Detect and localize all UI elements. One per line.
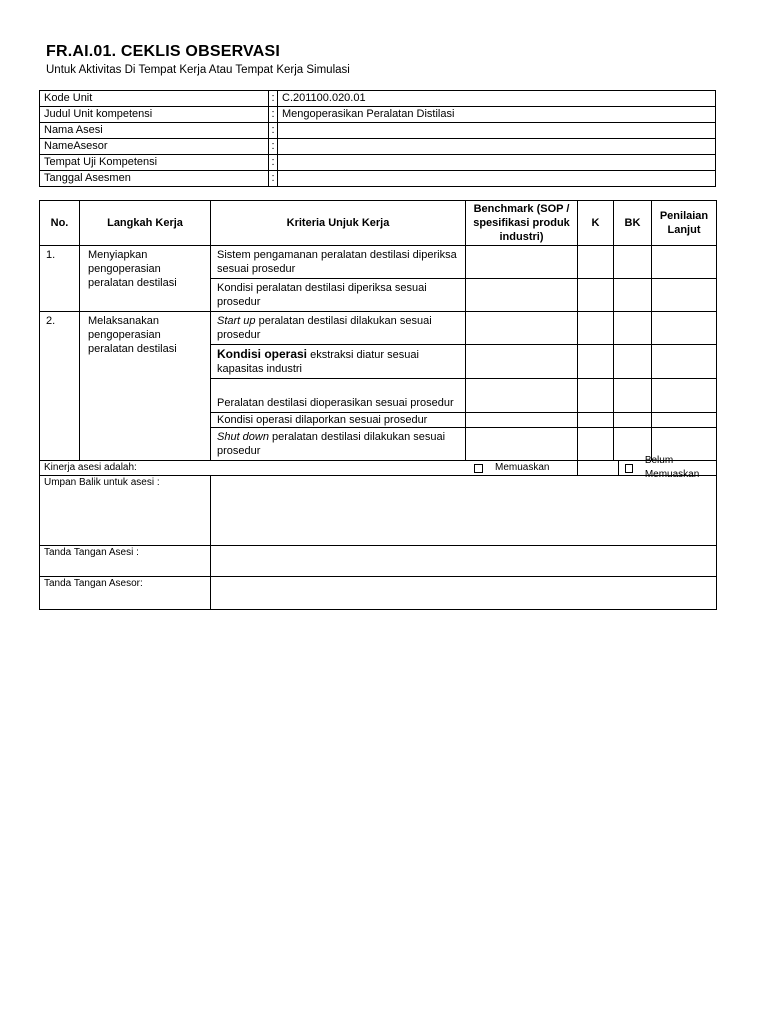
- kuk-item: [211, 312, 466, 345]
- ttd-asesi-label: Tanda Tangan Asesi :: [40, 546, 211, 577]
- benchmark-cell[interactable]: [466, 246, 578, 279]
- colon: :: [269, 171, 278, 187]
- identity-table: [39, 90, 716, 187]
- document-title: FR.AI.01. CEKLIS OBSERVASI: [46, 43, 280, 60]
- table-row: [40, 312, 717, 345]
- ttd-asesi-row: [40, 546, 717, 577]
- bk-cell[interactable]: [614, 413, 652, 428]
- observation-checklist-table: [39, 200, 717, 610]
- penilaian-cell[interactable]: [652, 312, 717, 345]
- identity-row: [40, 123, 716, 139]
- identity-row: [40, 91, 716, 107]
- benchmark-cell[interactable]: [466, 279, 578, 312]
- k-cell[interactable]: [578, 246, 614, 279]
- kinerja-row: [40, 461, 717, 476]
- colon: :: [269, 139, 278, 155]
- bk-cell[interactable]: [614, 345, 652, 379]
- document-subtitle: Untuk Aktivitas Di Tempat Kerja Atau Tempat Kerja Simulasi: [46, 64, 350, 76]
- benchmark-cell[interactable]: [466, 312, 578, 345]
- benchmark-cell[interactable]: [466, 413, 578, 428]
- identity-row: [40, 139, 716, 155]
- umpan-balik-field[interactable]: [211, 476, 717, 546]
- kuk-lead: Shut down: [217, 431, 269, 443]
- identity-row: [40, 171, 716, 187]
- step-number: 1.: [40, 246, 80, 312]
- kinerja-options: [495, 455, 717, 480]
- kode-unit-label: Kode Unit: [40, 91, 269, 107]
- ttd-asesor-field[interactable]: [211, 577, 717, 610]
- ttd-asesor-row: [40, 577, 717, 610]
- k-cell[interactable]: [578, 312, 614, 345]
- colon: :: [269, 91, 278, 107]
- bk-cell[interactable]: [614, 312, 652, 345]
- header-k: K: [578, 201, 614, 246]
- colon: :: [269, 155, 278, 171]
- tempat-uji-field[interactable]: [278, 155, 716, 171]
- k-cell[interactable]: [578, 279, 614, 312]
- kuk-item: Sistem pengamanan peralatan destilasi diperiksa sesuai prosedur: [211, 246, 466, 279]
- kuk-text: peralatan destilasi dilakukan sesuai prosedur: [217, 315, 432, 341]
- kuk-lead: Start up: [217, 315, 256, 327]
- judul-unit-value: Mengoperasikan Peralatan Distilasi: [278, 107, 716, 123]
- k-cell[interactable]: [578, 345, 614, 379]
- kuk-item: Kondisi operasi dilaporkan sesuai prosedur: [211, 413, 466, 428]
- bk-cell[interactable]: [614, 379, 652, 413]
- nama-asesor-label: NameAsesor: [40, 139, 269, 155]
- header-no: No.: [40, 201, 80, 246]
- penilaian-cell[interactable]: [652, 413, 717, 428]
- k-cell[interactable]: [578, 379, 614, 413]
- benchmark-cell[interactable]: [466, 428, 578, 461]
- nama-asesi-field[interactable]: [278, 123, 716, 139]
- option-memuaskan-label: Memuaskan: [495, 462, 550, 473]
- nama-asesi-label: Nama Asesi: [40, 123, 269, 139]
- checkbox-icon[interactable]: [474, 464, 483, 473]
- checkbox-icon[interactable]: [625, 464, 633, 473]
- kuk-text: ekstraksi diatur sesuai kapasitas industri: [217, 349, 419, 375]
- header-bk: BK: [614, 201, 652, 246]
- benchmark-cell[interactable]: [466, 379, 578, 413]
- penilaian-cell[interactable]: [652, 345, 717, 379]
- step-langkah: Menyiapkan pengoperasian peralatan destilasi: [80, 246, 211, 312]
- kuk-item: Kondisi peralatan destilasi diperiksa sesuai prosedur: [211, 279, 466, 312]
- ttd-asesor-label: Tanda Tangan Asesor:: [40, 577, 211, 610]
- nama-asesor-field[interactable]: [278, 139, 716, 155]
- option-belum-memuaskan-label: Belum Memuaskan: [644, 455, 700, 480]
- table-header-row: [40, 201, 717, 246]
- option-memuaskan[interactable]: [466, 461, 619, 475]
- penilaian-cell[interactable]: [652, 246, 717, 279]
- table-row: [40, 246, 717, 279]
- colon: :: [269, 107, 278, 123]
- bk-cell[interactable]: [614, 246, 652, 279]
- kuk-item: [211, 345, 466, 379]
- umpan-balik-row: [40, 476, 717, 546]
- identity-row: [40, 155, 716, 171]
- umpan-balik-label: Umpan Balik untuk asesi :: [40, 476, 211, 546]
- k-cell[interactable]: [578, 428, 614, 461]
- header-benchmark: Benchmark (SOP / spesifikasi produk industri): [466, 201, 578, 246]
- step-number: 2.: [40, 312, 80, 461]
- penilaian-cell[interactable]: [652, 279, 717, 312]
- colon: :: [269, 123, 278, 139]
- step-langkah: Melaksanakan pengoperasian peralatan destilasi: [80, 312, 211, 461]
- tempat-uji-label: Tempat Uji Kompetensi: [40, 155, 269, 171]
- header-penilaian-lanjut: Penilaian Lanjut: [652, 201, 717, 246]
- header-langkah-kerja: Langkah Kerja: [80, 201, 211, 246]
- kuk-lead: Kondisi operasi: [217, 347, 308, 361]
- identity-row: [40, 107, 716, 123]
- benchmark-cell[interactable]: [466, 345, 578, 379]
- kinerja-label: Kinerja asesi adalah:: [40, 461, 578, 476]
- kuk-item: [211, 428, 466, 461]
- kuk-text: peralatan destilasi dilakukan sesuai prosedur: [217, 431, 446, 457]
- kuk-item: Peralatan destilasi dioperasikan sesuai prosedur: [211, 379, 466, 413]
- penilaian-cell[interactable]: [652, 379, 717, 413]
- bk-cell[interactable]: [614, 279, 652, 312]
- header-kriteria-unjuk-kerja: Kriteria Unjuk Kerja: [211, 201, 466, 246]
- tanggal-asesmen-field[interactable]: [278, 171, 716, 187]
- k-cell[interactable]: [578, 413, 614, 428]
- option-belum-memuaskan[interactable]: [619, 454, 716, 482]
- ttd-asesi-field[interactable]: [211, 546, 717, 577]
- kode-unit-value: C.201100.020.01: [278, 91, 716, 107]
- tanggal-asesmen-label: Tanggal Asesmen: [40, 171, 269, 187]
- judul-unit-label: Judul Unit kompetensi: [40, 107, 269, 123]
